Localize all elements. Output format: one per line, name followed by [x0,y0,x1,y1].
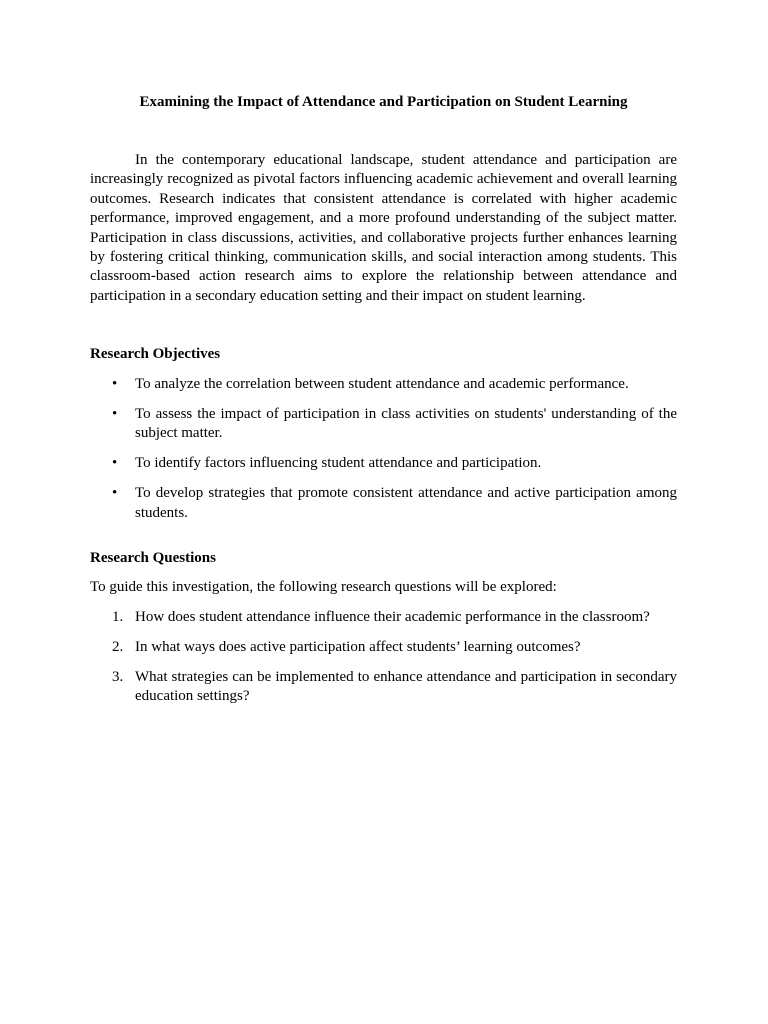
objective-text: To identify factors influencing student attendance and participation. [135,455,542,472]
list-item [90,454,677,473]
list-item [90,608,677,627]
objective-text: To assess the impact of participation in class activities on students' understanding of the subject matter. [135,405,677,442]
research-questions-list [90,608,677,717]
list-item [90,405,677,444]
document-title: Examining the Impact of Attendance and Participation on Student Learning [139,94,628,110]
intro-paragraph: In the contemporary educational landscape, student attendance and participation are increasingly recognized as pivotal factors influencing academic achievement and overall learning outcomes. Research indicates that consistent attendance is correlated with higher academic performance, improved engagement, and a more profound understanding of the subject matter. Participation in class discussions, activities, and collaborative projects further enhances learning by fostering critical thinking, communication skills, and social interaction among students. This classroom-based action research aims to explore the relationship between attendance and participation in a secondary education setting and their impact on student learning. [90,152,677,304]
research-questions-heading: Research Questions [90,550,216,566]
question-text: How does student attendance influence their academic performance in the classroom? [135,609,650,625]
bullet-marker: • [112,376,118,392]
number-marker: 1. [112,609,124,625]
list-item [90,484,677,523]
list-item [90,638,677,657]
research-objectives-list [90,375,677,533]
number-marker: 2. [112,638,124,655]
list-item [90,375,677,394]
question-text: In what ways does active participation affect students’ learning outcomes? [135,638,581,655]
list-item [90,668,677,707]
number-marker: 3. [112,668,124,685]
bullet-marker: • [112,405,118,422]
questions-intro: To guide this investigation, the following research questions will be explored: [90,579,557,595]
bullet-marker: • [112,455,118,472]
bullet-marker: • [112,485,118,502]
question-text: What strategies can be implemented to enhance attendance and participation in secondary education settings? [135,668,677,705]
objective-text: To develop strategies that promote consistent attendance and active participation among students. [135,485,677,521]
objective-text: To analyze the correlation between student attendance and academic performance. [135,376,629,392]
research-objectives-heading: Research Objectives [90,346,221,362]
